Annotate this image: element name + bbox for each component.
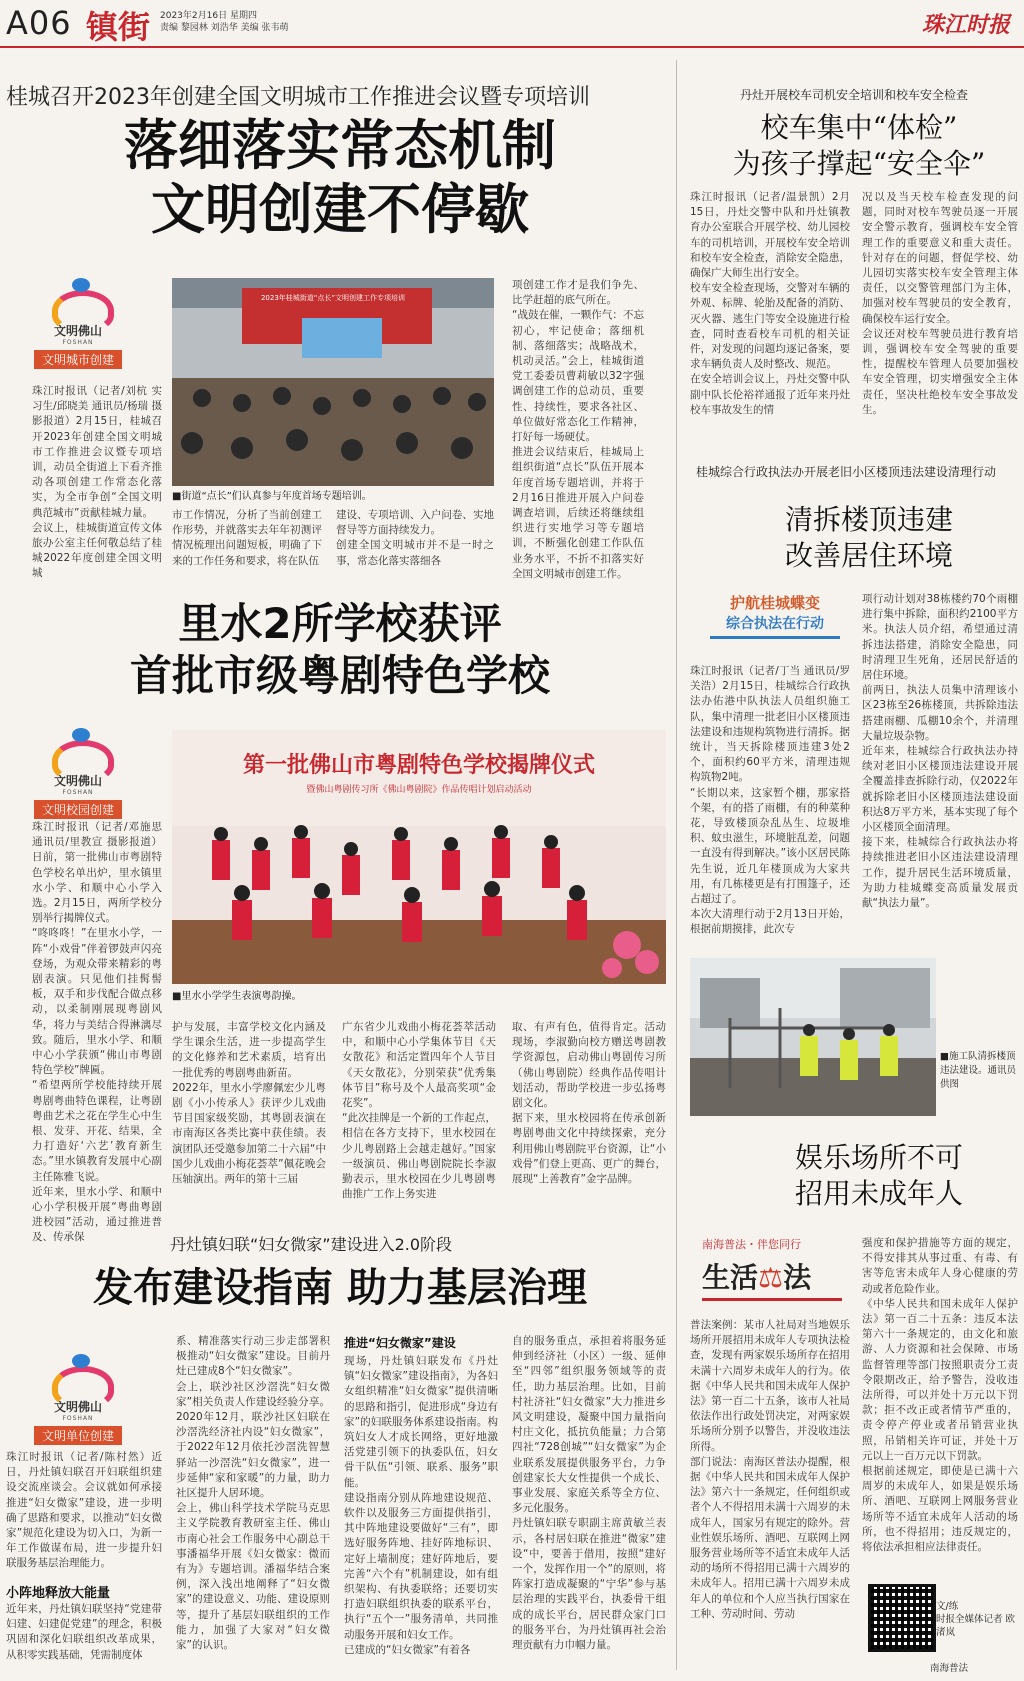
article1-col2: 市工作情况，分析了当前创建工作形势，并就落实去年年初测评情况梳理出问题短板，明确了下来的工作任务和要求，将在队伍 (172, 509, 322, 567)
logo-tag: 文明校园创建 (34, 800, 122, 819)
article2-logo (18, 728, 138, 819)
date-line (160, 10, 288, 34)
badge-line2: 综合执法在行动 (726, 616, 824, 632)
rooftop-photo-illustration (690, 958, 936, 1116)
wenming-foshan-icon (46, 728, 110, 772)
article2-col4: 取、有声有色，值得肯定。活动现场，李淑勤向校方赠送粤剧教学资源包，启动佛山粤剧传习所（佛山粤剧院）经典作品传唱计划活动，帮助学校进一步弘扬粤剧文化。 据下来，里水校园将在传承创新粤剧粤曲文化中持续探索，充分利用佛山粤剧院平台资源，让“小戏骨”们登上更高、更广的舞台，展现“上善教育”金字品牌。 (512, 1021, 666, 1186)
logo-word2: 法 (783, 1261, 812, 1294)
photo-banner-text: 2023年桂城街道“点长”文明创建工作专项培训 (260, 294, 406, 302)
side1-col1: 珠江时报讯（记者/温景凯）2月15日，丹灶交警中队和丹灶镇教育办公室联合开展学校、幼儿园校车的司机培训，开展校车安全培训和校车安全检查，消除安全隐患，确保广大师生出行安全。 校车安全检查现场，交警对车辆的外观、标牌、轮胎及配备的消防、灭火器、逃生门等安全设施进行检查，同时查看校车司机的相关证件，对发现的问题均逐记备案，要求车辆负责人及时整改、规范。 在安全培训会议上，丹灶交警中队副中队长伦裕祥通报了近年来丹灶校车事故发生的情 (690, 191, 850, 416)
side3-logo (702, 1236, 852, 1301)
logo-word1: 生活 (702, 1261, 759, 1294)
side2-caption: ■施工队清拆楼顶违法建设。通讯员供图 (940, 1051, 1017, 1090)
side3-headline-line1: 娱乐场所不可 (794, 1141, 963, 1174)
masthead-logo: 珠江时报 (921, 12, 1010, 38)
side2-headline-line1: 清拆楼顶违建 (784, 503, 953, 536)
article1-caption: ■街道“点长”们认真参与年度首场专题培训。 (172, 491, 372, 502)
shenghuo-fa-logo (702, 1256, 852, 1296)
photo-banner-title: 第一批佛山市粤剧特色学校揭牌仪式 (242, 752, 596, 778)
editors-line: 责编 黎园林 刘浩华 美编 张韦萌 (160, 23, 289, 33)
side1-kicker: 丹灶开展校车司机安全培训和校车安全检查 (740, 88, 969, 102)
meeting-photo-illustration (172, 278, 494, 486)
side2-badge (700, 592, 850, 639)
side2-headline (720, 502, 1018, 574)
article3-col3-subheading: 推进“妇女微家”建设 (344, 1336, 456, 1350)
article1-kicker: 桂城召开2023年创建全国文明城市工作推进会议暨专项培训 (6, 85, 590, 110)
side1-headline-line2: 为孩子撑起“安全伞” (732, 147, 986, 180)
side3-source: 南海普法 (930, 1663, 969, 1674)
side2-kicker: 桂城综合行政执法办开展老旧小区楼顶违法建设清理行动 (696, 465, 997, 479)
side2-col2: 项行动计划对38栋楼约70个雨棚进行集中拆除，面积约2100平方米。执法人员介绍，希望通过清拆违法搭建，消除安全隐患，同时清理卫生死角，还居民舒适的居住环境。 前两日，执法人员集中清理该小区23栋至26栋楼顶，共拆除违法搭建雨棚、瓜棚10余个，并清理大量垃圾杂物。 近年来，桂城综合行政执法办持续对老旧小区楼顶违法建设开展全覆盖排查拆除行动，仅2022年就拆除老旧小区楼顶违法建设面积达8万平方米，基本实现了每个小区楼顶全面清理。 接下来，桂城综合行政执法办将持续推进老旧小区违法建设清理工作，提升居民生活环境质量，为助力桂城蝶变高质量发展贡献“执法力量”。 (862, 593, 1018, 910)
article3-col1b: 近年来，丹灶镇妇联坚持“党建带妇建、妇建促党建”的理念，积极巩固和深化妇联组织改革成果，从积零实践基础，凭需制度体 (6, 1603, 162, 1661)
side2-col1: 珠江时报讯（记者/丁当 通讯员/罗关浩）2月15日，桂城综合行政执法办佑港中队执法人员组织施工队，集中清理一批老旧小区楼顶违法建设和违规构筑物进行清拆。据统计，当天拆除楼顶违建3处2个，面积约60平方米，清理违规构筑物2吨。 “长期以来，这家暂个棚，那家搭个架，有的搭了雨棚，有的种菜种花，导致楼顶杂乱丛生、垃圾堆积、蚊虫滋生，环境脏乱差，问题一直没有得到解决。”该小区居民陈先生说，近几年楼顶成为大家共用，有几栋楼更是有打围篷子，还占超过了。 本次大清理行动于2月13日开始，根据前期摸排，此次专 (690, 665, 850, 936)
article1-col4: 项创建工作才是我们争先、比学赶超的底气所在。 “战鼓在催，一颗作气：不忘初心，牢记使命；落细机制、落细落实；战略战术，机动灵活。”会上，桂城街道党工委委员曹莉敏以32字强调创建工作的总动员，重要性、持续性，要求各社区、单位做好常态化工作精神，打好每一场硬仗。 推进会议结束后，桂城局上组织街道“点长”队伍开展本年度首场专题培训，并将于2月16日推进开展入户问卷调查培训，后续还将继续组织进行实地学习等专题培训，不断强化创建工作队伍业务水平，不折不扣落实好全国文明城市创建工作。 (512, 279, 644, 580)
opera-photo-illustration (172, 730, 666, 984)
qr-code-icon (868, 1584, 936, 1652)
article2-col2: 护与发展，丰富学校文化内涵及学生课余生活，进一步提高学生的文化修养和艺术素质，培育出一批优秀的粤剧粤曲新苗。 2022年，里水小学廖佩宏少儿粤剧《小小传承人》获评少儿戏曲节目国家级奖励，其粤剧表演在市南海区各类比赛中获佳绩。表演团队还受邀参加第二十六届“中国少儿戏曲小梅花荟萃”佩花晚会压轴演出。两年的第十三届 (172, 1021, 326, 1186)
article3-col4: 自的服务重点，承担着将服务延伸到经济社（小区）一级、延伸至“四邻”组织服务领域等的责任，助力基层治理。比如，目前村社济社“妇女微家”大力推进乡风文明建设，凝聚中国力量指向村庄文化，抵抗负能量；力合第四社“728创城”“妇女微家”为企业联系发展提供服务平台，力争创建家长大女性提供一个成长、事业发展、家庭关系等全方位、多元化服务。 丹灶镇妇联专职副主席黄敏兰表示，各村居妇联在推进“微家”建设“中，要善于借用，按照“建好一个，发挥作用一个”的原则，将阵家打造成凝聚的“宁华”参与基层治理的实践平台，执委骨干组成的成长平台，居民群众家门口的服务平台，为丹灶镇再社会治理贡献有力巾帼力量。 (512, 1335, 666, 1652)
side3-col2: 强度和保护措施等方面的规定，不得安排其从事过重、有毒、有害等危害未成年人身心健康的劳动或者危险作业。 《中华人民共和国未成年人保护法》第一百二十五条：违反本法第六十一条规定的，由文化和旅游、人力资源和社会保障、市场监督管理等部门按照职责分工责令限期改正，给予警告，没收违法所得，可以并处十万元以下罚款；拒不改正或者情节严重的，责令停产停业或者吊销营业执照，吊销相关许可证，并处十万元以上一百万元以下罚款。 根据前述规定，即使是已满十六周岁的未成年人，如果是娱乐场所、酒吧、互联网上网服务营业场所等不适宜未成年人活动的场所，也不得招用；违反规定的，将依法承担相应法律责任。 (862, 1237, 1018, 1554)
page-number: A06 (6, 4, 72, 42)
badge-underline (710, 636, 840, 639)
side3-banner: 南海普法・伴您同行 (702, 1238, 801, 1251)
article3-col3: 现场，丹灶镇妇联发布《丹灶镇“妇女微家”建设指南》，为各妇女组织精准“妇女微家”提供清晰的思路和指引，促进形成“身边有家”的妇联服务体系建设指南。构筑妇女人才成长网络，更好地激活党建引领下的执委队伍，妇女骨干队伍“引领、联系、服务”职能。 建设指南分别从阵地建设规范、软件以及服务三方面提供指引，其中阵地建设要做好“三有”，即选好服务阵地、挂好阵地标识、定好上墙制度；建好阵地后，要完善“六个有”机制建设，如有组织架构、有执委联络；还要切实打造妇联组织执委的联系平台，执行“五个一”服务清单，共同推动服务开展和妇女工作。 已建成的“妇女微家”有着各 (344, 1355, 498, 1656)
side3-signature (936, 1600, 1020, 1639)
article3-col2: 系、精准落实行动三步走部署积极推动“妇女微家”建设。目前丹灶已建成8个“妇女微家”。 会上，联沙社区沙滘洗“妇女微家”相关负责人作建设经验分享。2020年12月，联沙社区妇联在沙滘洗经济社内设“妇女微家”，于2022年12月依托沙滘洗智慧驿站一沙滘洗“妇女微家”，进一步延伸“家和家暖”的力量，助力社区提升人居环境。 会上，佛山科学技术学院马克思主义学院教育教研室主任、佛山市南心社会工作服务中心副总干事潘福华开展《妇女微家：微而有为》专题培训。潘福华结合案例，深入浅出地阐释了“妇女微家”的建设意义、功能、建设原则等，提升了基层妇联组织的工作能力，加强了大家对“妇女微家”的认识。 (176, 1335, 330, 1652)
signature-line2: 时报全媒体记者 欧渚岚 (936, 1614, 1016, 1638)
article2-headline-line1: 里水2所学校获评 (178, 599, 502, 648)
article1-logo (18, 278, 138, 369)
article3-col1: 珠江时报讯（记者/陈村然）近日，丹灶镇妇联召开妇联组织建设交流座谈会。会议就如何承接推进“妇女微家”建设，进一步明确了思路和要求，以推动“妇女微家”规范化建设为切入口，为新一年工作做谋布局，进一步提升妇联服务基层治理能力。 (6, 1451, 162, 1570)
side1-col2: 况以及当天校车检查发现的问题，同时对校车驾驶员逐一开展安全警示教育，强调校车安全管理工作的重要意义和重大责任。针对存在的问题，督促学校、幼儿园切实落实校车安全管理主体责任，以交警管理部门为主体，加强对校车驾驶员的安全教育，确保校车运行安全。 会议还对校车驾驶员进行教育培训，强调校车安全驾驶的重要性，提醒校车管理人员要加强校车安全管理，切实增强安全主体责任，坚决杜绝校车安全事故发生。 (862, 191, 1018, 416)
issue-date: 2023年2月16日 星期四 (160, 11, 257, 21)
article3-col1-subheading: 小阵地释放大能量 (6, 1586, 111, 1601)
logo-tag: 文明单位创建 (34, 1426, 122, 1445)
article1-col3: 建设、专项培训、入户问卷、实地督导等方面持续发力。 创建全国文明城市并不是一时之事，常态化落实落细各 (336, 509, 494, 567)
signature-line1: 文/练 (936, 1601, 959, 1612)
header-rule (0, 46, 1024, 48)
photo-banner-subtitle: 暨佛山粤剧传习所《佛山粤剧院》作品传唱计划启动活动 (306, 785, 532, 795)
badge-line1: 护航桂城蝶变 (729, 594, 820, 612)
gavel-icon: ⚖ (758, 1261, 784, 1294)
logo-underline (702, 1298, 842, 1301)
logo-sub: FOSHAN (62, 339, 94, 346)
logo-sub: FOSHAN (62, 1415, 94, 1422)
side1-headline (700, 110, 1018, 182)
side1-headline-line1: 校车集中“体检” (760, 111, 958, 144)
article1-headline-line2: 文明创建不停歇 (151, 178, 529, 241)
article2-headline-line2: 首批市级粤剧特色学校 (129, 651, 550, 700)
wenming-foshan-icon (46, 278, 110, 322)
article2-caption: ■里水小学学生表演粤韵操。 (172, 991, 302, 1002)
side3-headline-line2: 招用未成年人 (794, 1177, 963, 1210)
side3-col1: 普法案例：某市人社局对当地娱乐场所开展招用未成年人专项执法检查，发现有两家娱乐场所存在招用未满十六周岁未成年人的行为。依据《中华人民共和国未成年人保护法》第一百二十五条，该市人社局依法作出行政处罚决定，对两家娱乐场所分别予以警告，并没收违法所得。 部门说法：南海区普法办提醒，根据《中华人民共和国未成年人保护法》第六十一条规定，任何组织或者个人不得招用未满十六周岁的未成年人，国家另有规定的除外。营业性娱乐场所、酒吧、互联网上网服务营业场所等不适宜未成年人活动的场所不得招用已满十六周岁的未成年人。招用已满十六周岁未成年人的单位和个人应当执行国家在工种、劳动时间、劳动 (690, 1319, 850, 1620)
section-title: 镇街 (86, 8, 151, 46)
side2-headline-line2: 改善居住环境 (784, 539, 953, 572)
logo-name: 文明佛山 (53, 324, 102, 338)
logo-sub: FOSHAN (62, 789, 94, 796)
article2-col1: 珠江时报讯（记者/邓施思 通讯员/里教宣 摄影报道）日前，第一批佛山市粤剧特色学校名单出炉，里水镇里水小学、和顺中心小学入选。2月15日，两所学校分别举行揭牌仪式。 “咚咚咚！”在里水小学，一阵“小戏骨”伴着锣鼓声闪亮登场，为观众带来精彩的粤剧表演。只见他们挂髯髻板，双手和步伐配合做点移动，以柔制刚展现粤剧风华，将力与美结合得淋漓尽致。随后，里水小学、和顺中心小学获颁“佛山市粤剧特色学校”牌匾。 “希望两所学校能持续开展粤剧粤曲特色课程，让粤剧粤曲艺术之花在学生心中生根、发芽、开花、结果，全力打造好‘六艺’教育新生态。”里水镇教育发展中心副主任陈雅飞说。 近年来，里水小学、和顺中心小学积极开展“粤曲粤剧进校园”活动，通过推进普及、传承保 (32, 821, 162, 1244)
article3-kicker: 丹灶镇妇联“妇女微家”建设进入2.0阶段 (170, 1235, 453, 1254)
article2-photo (172, 730, 666, 984)
logo-name: 文明佛山 (53, 1400, 102, 1414)
logo-tag: 文明城市创建 (34, 350, 122, 369)
article1-headline-line1: 落细落实常态机制 (124, 114, 556, 177)
article1-headline (40, 114, 640, 242)
article1-col1: 珠江时报讯（记者/刘杭 实习生/邱晓美 通讯员/杨瑞 摄影报道）2月15日，桂城召开2023年创建全国文明城市工作推进会议暨专项培训，动员全街道上下看齐推动各项创建工作常态化落实，为全市争创“全国文明典范城市”贡献桂城力量。 会议上，桂城街道宣传文体旅办公室主任何敬总结了桂城2022年度创建全国文明城 (32, 385, 162, 580)
column-divider (676, 60, 677, 1670)
article3-logo (18, 1354, 138, 1445)
side2-photo (690, 958, 936, 1116)
logo-name: 文明佛山 (53, 774, 102, 788)
article3-headline: 发布建设指南 助力基层治理 (93, 1265, 587, 1311)
article2-col3: 广东省少儿戏曲小梅花荟萃活动中，和顺中心小学集体节目《天女散花》和活定置四年个人节目《天女散花》，分别荣获“优秀集体节目”称号及个人最高奖项“金花奖”。 “此次挂牌是一个新的工作起点，相信在各方支持下，里水校园在少儿粤剧路上会越走越好。”国家一级演员、佛山粤剧院院长李淑勤表示，里水校园在少儿粤剧粤曲推广工作上务实进 (342, 1021, 496, 1201)
wenming-foshan-icon (46, 1354, 110, 1398)
article2-headline (40, 598, 640, 702)
article1-photo (172, 278, 494, 486)
side3-headline (740, 1140, 1018, 1212)
